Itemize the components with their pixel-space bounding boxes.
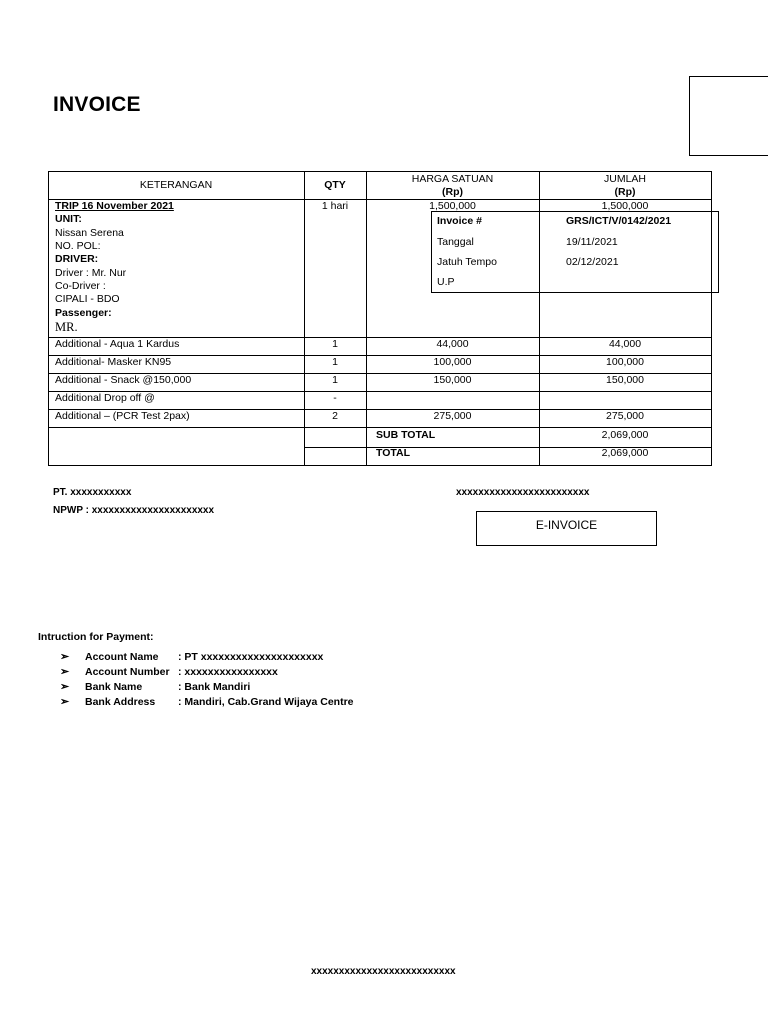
payment-label: Account Number [85,666,170,678]
payment-title: Intruction for Payment: [38,631,154,643]
trip-title: TRIP 16 November 2021 [55,200,174,212]
driver-value: Driver : Mr. Nur [55,267,127,279]
invoice-number-label: Invoice # [437,215,482,227]
due-value: 02/12/2021 [566,256,619,268]
date-value: 19/11/2021 [566,236,618,248]
arrow-bullet-icon: ➢ [60,651,70,663]
co-driver: Co-Driver : [55,280,106,292]
payment-value: : PT xxxxxxxxxxxxxxxxxxxxx [178,651,324,663]
route: CIPALI - BDO [55,293,120,305]
header-jumlah-unit: (Rp) [614,186,636,198]
row-desc: Additional – (PCR Test 2pax) [55,410,190,422]
passenger-label: Passenger: [55,307,112,319]
row-qty: 1 [332,356,338,368]
unit-label: UNIT: [55,213,82,225]
payment-label: Bank Name [85,681,143,693]
payment-value: : Mandiri, Cab.Grand Wijaya Centre [178,696,354,708]
subtotal-label: SUB TOTAL [376,429,436,441]
row-total: 275,000 [606,410,644,422]
row-price: 100,000 [433,356,472,368]
footer-signature: xxxxxxxxxxxxxxxxxxxxxxxxxx [311,966,456,977]
logo-placeholder-box [689,76,768,156]
no-pol: NO. POL: [55,240,101,252]
total-value: 2,069,000 [601,447,649,459]
row-desc: Additional - Snack @150,000 [55,374,192,386]
row-price: 275,000 [433,410,472,422]
row-qty: - [333,392,337,404]
row-qty: 2 [332,410,338,422]
payment-value: : Bank Mandiri [178,681,251,693]
invoice-number-value: GRS/ICT/V/0142/2021 [566,215,672,227]
payment-label: Bank Address [85,696,156,708]
e-invoice-box: E-INVOICE [476,511,657,546]
header-harga: HARGA SATUAN [411,173,494,185]
total-label: TOTAL [376,447,411,459]
row-total: 100,000 [606,356,644,368]
right-company-name: xxxxxxxxxxxxxxxxxxxxxxxx [456,487,590,498]
row-price: 44,000 [436,338,469,350]
subtotal-value: 2,069,000 [601,429,649,441]
row-desc: Additional- Masker KN95 [55,356,172,368]
arrow-bullet-icon: ➢ [60,681,70,693]
page-title: INVOICE [53,93,141,116]
row-qty: 1 [332,338,338,350]
row-price: 150,000 [433,374,472,386]
date-label: Tanggal [437,236,474,248]
header-qty: QTY [324,179,346,191]
row-qty: 1 [332,374,338,386]
row-total: 150,000 [606,374,644,386]
info-divider [539,211,540,293]
company-name: PT. xxxxxxxxxxx [53,487,132,498]
header-harga-unit: (Rp) [442,186,463,198]
unit-value: Nissan Serena [55,227,124,239]
due-label: Jatuh Tempo [437,256,497,268]
trip-price: 1,500,000 [429,200,476,212]
payment-value: : xxxxxxxxxxxxxxxx [178,666,278,678]
passenger-value: MR. [55,320,78,334]
trip-total: 1,500,000 [601,200,649,212]
arrow-bullet-icon: ➢ [60,666,70,678]
header-keterangan: KETERANGAN [139,179,213,191]
arrow-bullet-icon: ➢ [60,696,70,708]
npwp: NPWP : xxxxxxxxxxxxxxxxxxxxxx [53,505,215,516]
row-total: 44,000 [608,338,642,350]
driver-label: DRIVER: [55,253,99,265]
row-desc: Additional Drop off @ [55,392,155,404]
row-desc: Additional - Aqua 1 Kardus [55,338,180,350]
header-jumlah: JUMLAH [603,173,646,185]
trip-qty: 1 hari [321,200,349,212]
payment-label: Account Name [85,651,159,663]
up-label: U.P [437,276,455,288]
